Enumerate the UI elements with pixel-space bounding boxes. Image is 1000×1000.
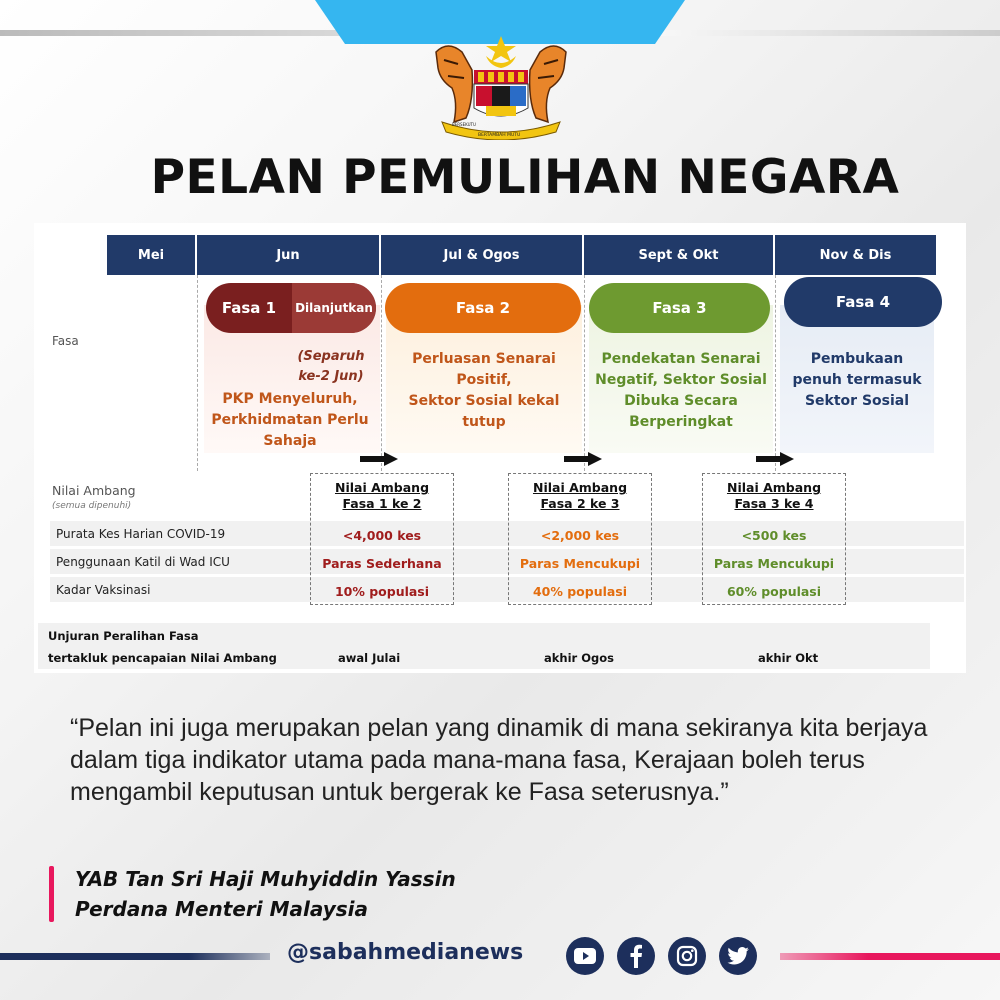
projection-value-1: awal Julai bbox=[338, 651, 401, 665]
phase-4-pill: Fasa 4 bbox=[784, 277, 942, 327]
phase-1-extension: Dilanjutkan bbox=[292, 283, 376, 333]
indicator-label-icu: Penggunaan Katil di Wad ICU bbox=[56, 555, 230, 569]
author-position: Perdana Menteri Malaysia bbox=[75, 897, 368, 921]
threshold-title: Nilai Ambang Fasa 3 ke 4 bbox=[726, 480, 822, 511]
indicator-label-cases: Purata Kes Harian COVID-19 bbox=[56, 527, 226, 541]
author-name: YAB Tan Sri Haji Muhyiddin Yassin bbox=[75, 867, 456, 891]
threshold-title: Nilai Ambang Fasa 1 ke 2 bbox=[334, 480, 430, 511]
footer-line-left bbox=[0, 953, 270, 960]
row-label-note: (semua dipenuhi) bbox=[52, 501, 132, 511]
social-handle[interactable]: @sabahmedianews bbox=[287, 940, 524, 965]
author-accent-bar bbox=[49, 866, 54, 922]
projection-value-3: akhir Okt bbox=[758, 651, 819, 665]
threshold-box-3-4 bbox=[702, 473, 846, 605]
row-label-nilai-ambang: Nilai Ambang bbox=[52, 483, 136, 498]
threshold-box-2-3 bbox=[508, 473, 652, 605]
phase-1-pill bbox=[206, 283, 376, 333]
threshold-value-icu: Paras Mencukupi bbox=[519, 556, 641, 571]
month-header-mei: Mei bbox=[107, 235, 197, 275]
phase-1-label: Fasa 1 bbox=[221, 299, 277, 317]
arrow-right-icon bbox=[564, 452, 602, 466]
phase-2-description: Perluasan Senarai Positif, Sektor Sosial kekal tutup bbox=[408, 351, 560, 430]
instagram-icon[interactable] bbox=[668, 937, 706, 975]
threshold-value-cases: <4,000 kes bbox=[342, 528, 422, 543]
row-label-fasa: Fasa bbox=[52, 334, 79, 348]
arrow-right-icon bbox=[756, 452, 794, 466]
svg-text:BERTAMBAH MUTU: BERTAMBAH MUTU bbox=[478, 133, 521, 138]
footer-line-right bbox=[780, 953, 1000, 960]
page-title: PELAN PEMULIHAN NEGARA bbox=[150, 150, 900, 205]
threshold-value-vaccination: 40% populasi bbox=[532, 584, 628, 599]
arrow-right-icon bbox=[360, 452, 398, 466]
threshold-value-vaccination: 60% populasi bbox=[726, 584, 822, 599]
projection-label-2: tertakluk pencapaian Nilai Ambang bbox=[48, 651, 277, 665]
quote-text: “Pelan ini juga merupakan pelan yang dinamik di mana sekiranya kita berjaya dalam tiga indikator utama pada mana-mana fasa, Kerajaan boleh terus mengambil keputusan untuk bergerak ke Fasa seterusnya.” bbox=[70, 714, 928, 806]
threshold-value-cases: <2,000 kes bbox=[540, 528, 620, 543]
phase-1-description: PKP Menyeluruh, Perkhidmatan Perlu Sahaja bbox=[211, 391, 369, 449]
threshold-box-1-2 bbox=[310, 473, 454, 605]
threshold-value-vaccination: 10% populasi bbox=[334, 584, 430, 599]
timeline-separator bbox=[584, 275, 585, 471]
svg-text:BERSEKUTU: BERSEKUTU bbox=[452, 122, 476, 127]
indicator-label-vaccination: Kadar Vaksinasi bbox=[56, 583, 151, 597]
phase-4-description: Pembukaan penuh termasuk Sektor Sosial bbox=[792, 351, 922, 409]
projection-label-1: Unjuran Peralihan Fasa bbox=[48, 629, 199, 643]
timeline-separator bbox=[197, 275, 198, 471]
phase-2-pill: Fasa 2 bbox=[385, 283, 581, 333]
youtube-icon[interactable] bbox=[566, 937, 604, 975]
national-emblem bbox=[428, 30, 574, 140]
month-header-nov-dis: Nov & Dis bbox=[775, 235, 936, 275]
month-header-jun: Jun bbox=[197, 235, 381, 275]
phase-3-description: Pendekatan Senarai Negatif, Sektor Sosial Dibuka Secara Berperingkat bbox=[595, 351, 767, 430]
threshold-value-cases: <500 kes bbox=[741, 528, 807, 543]
threshold-value-icu: Paras Sederhana bbox=[322, 556, 442, 571]
timeline-separator bbox=[775, 275, 776, 471]
plan-infographic bbox=[34, 223, 966, 673]
threshold-value-icu: Paras Mencukupi bbox=[713, 556, 835, 571]
phase-1-note: (Separuh ke-2 Jun) bbox=[297, 349, 365, 384]
twitter-icon[interactable] bbox=[719, 937, 757, 975]
threshold-title: Nilai Ambang Fasa 2 ke 3 bbox=[532, 480, 628, 511]
phase-3-pill: Fasa 3 bbox=[589, 283, 770, 333]
timeline-separator bbox=[381, 275, 382, 471]
projection-value-2: akhir Ogos bbox=[544, 651, 614, 665]
month-header-sept-okt: Sept & Okt bbox=[584, 235, 775, 275]
month-header-jul-ogos: Jul & Ogos bbox=[381, 235, 584, 275]
facebook-icon[interactable] bbox=[617, 937, 655, 975]
